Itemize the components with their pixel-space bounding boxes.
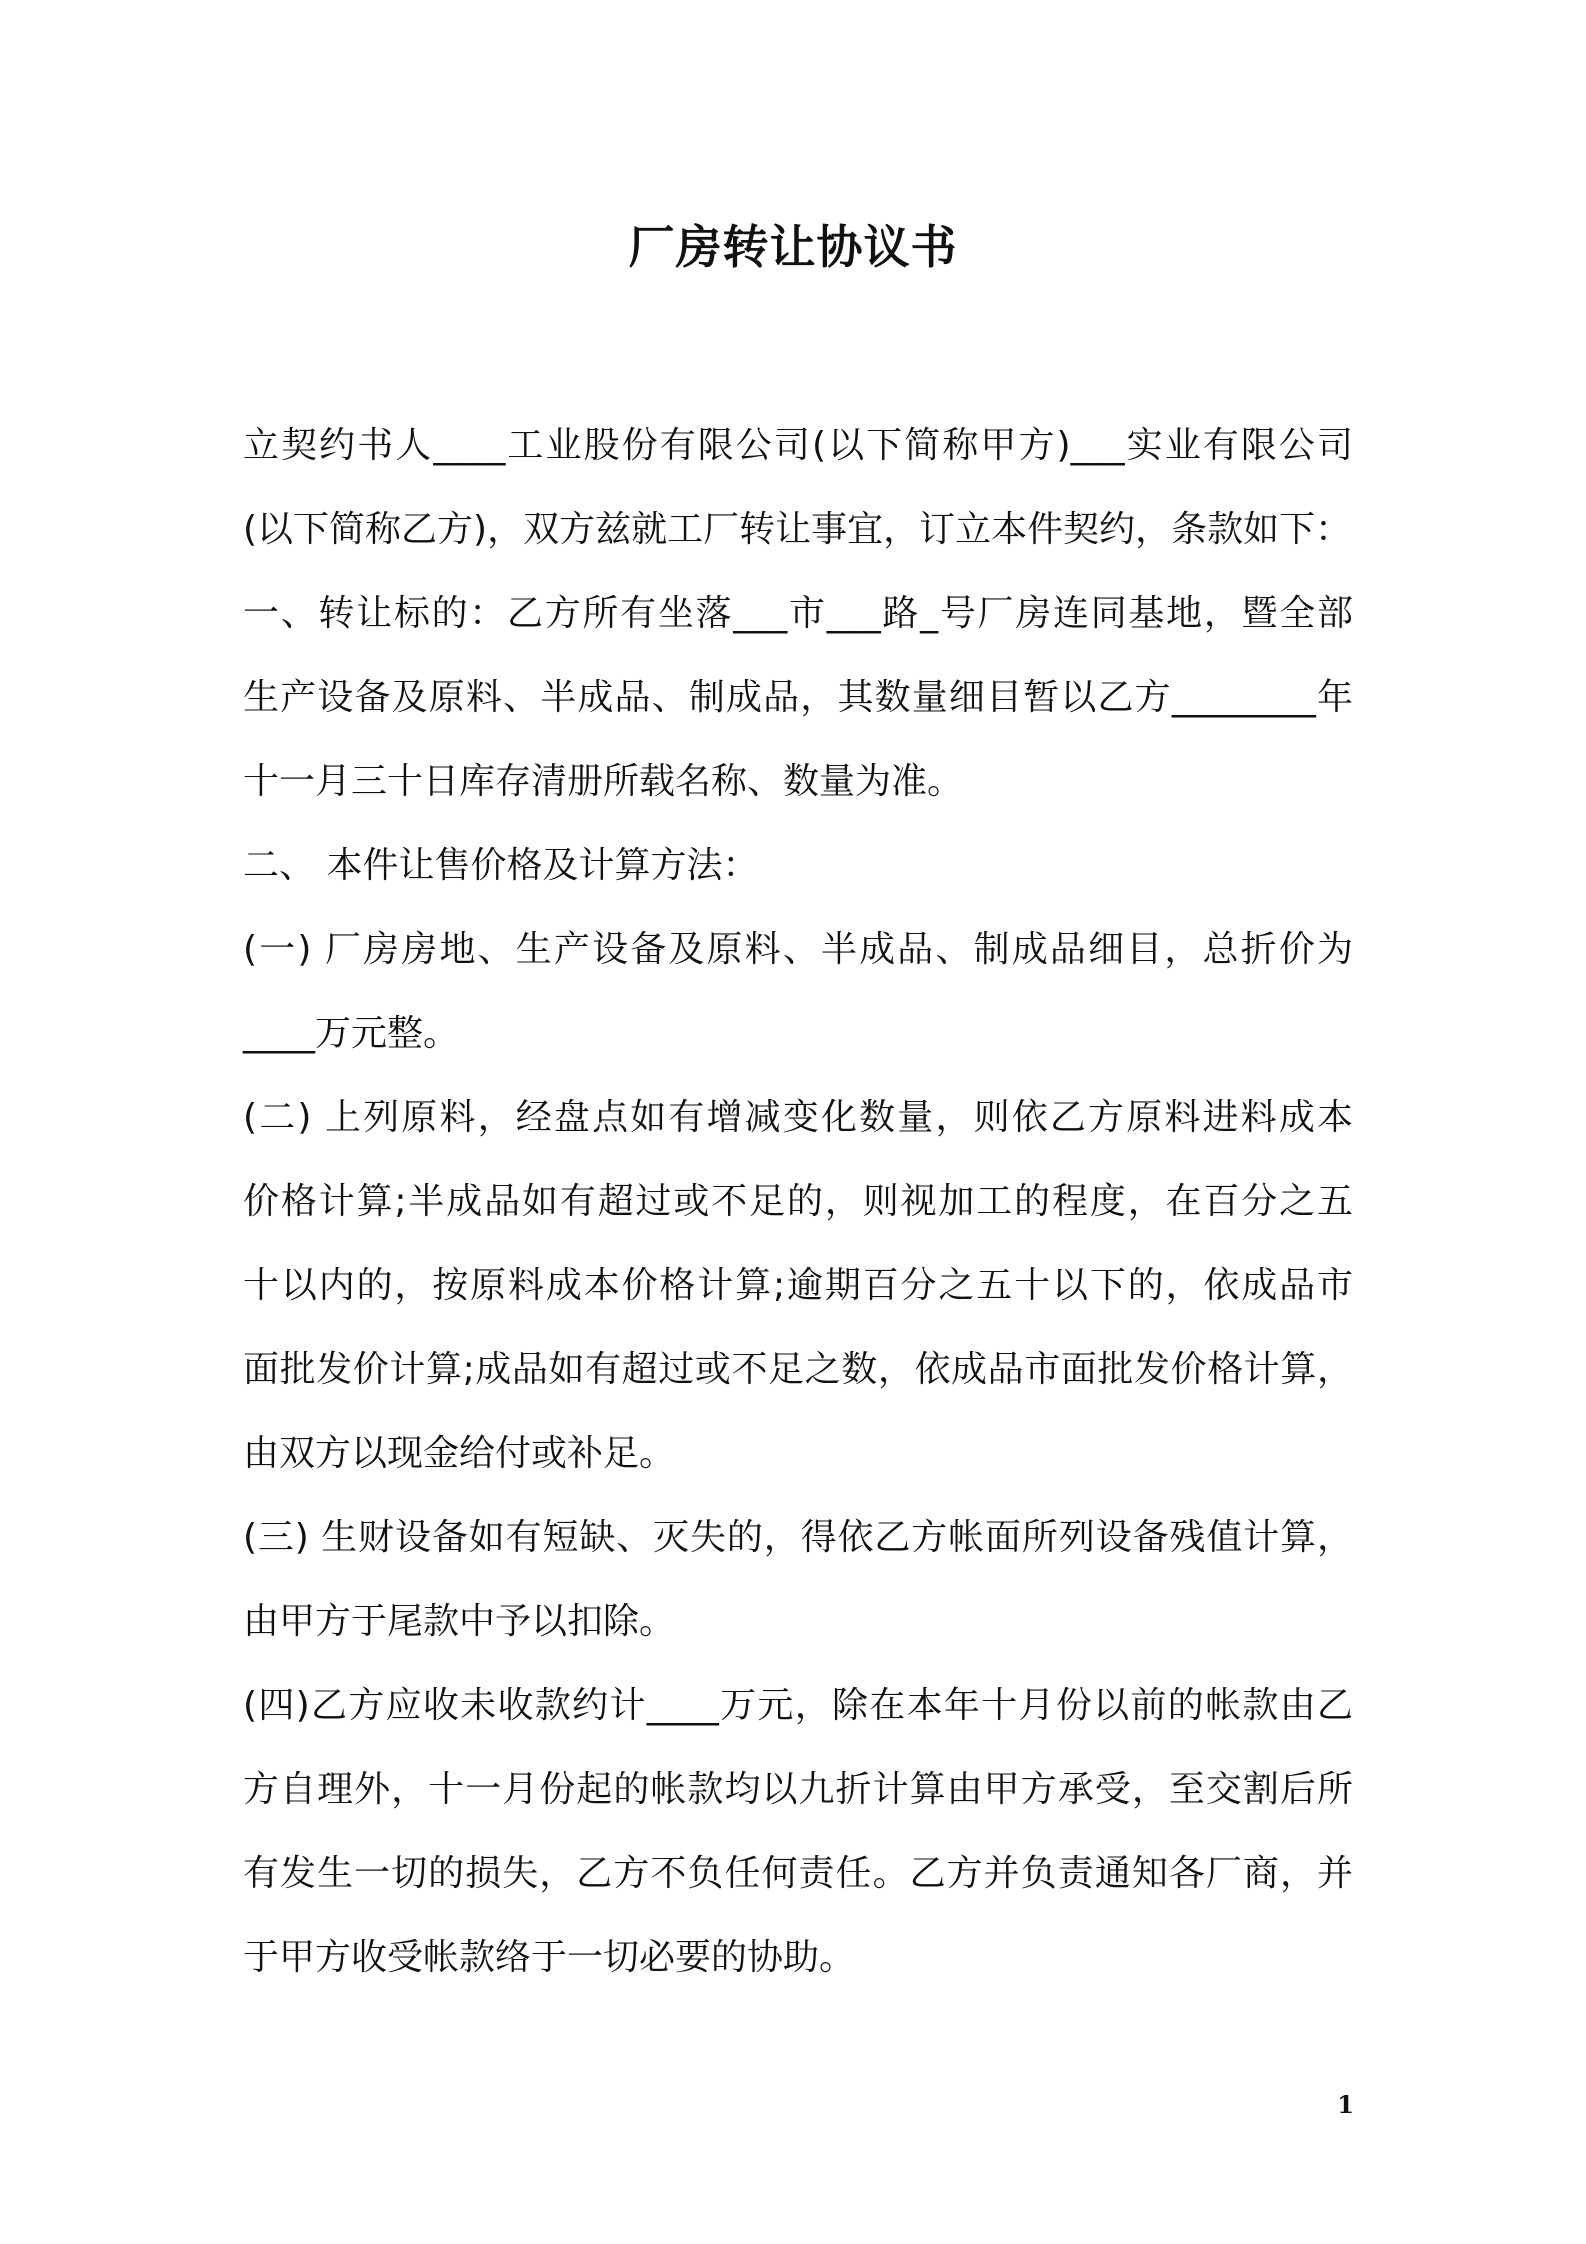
body-line: 十一月三十日库存清册所载名称、数量为准。 bbox=[243, 761, 964, 802]
body-line: 一、转让标的：乙方所有坐落___市___路_号厂房连同基地，暨全部 bbox=[243, 593, 1353, 634]
body-line: (四)乙方应收未收款约计____万元，除在本年十月份以前的帐款由乙 bbox=[243, 1685, 1353, 1726]
body-line: (以下简称乙方)，双方兹就工厂转让事宜，订立本件契约，条款如下： bbox=[243, 509, 1352, 550]
body-line: (三) 生财设备如有短缺、灭失的，得依乙方帐面所列设备残值计算， bbox=[243, 1517, 1353, 1558]
body-line: 由双方以现金给付或补足。 bbox=[243, 1433, 676, 1474]
body-line: (一) 厂房房地、生产设备及原料、半成品、制成品细目，总折价为 bbox=[243, 929, 1353, 970]
page-number: 1 bbox=[1337, 2090, 1354, 2119]
body-line: 价格计算;半成品如有超过或不足的，则视加工的程度，在百分之五 bbox=[243, 1181, 1353, 1222]
body-line: ____万元整。 bbox=[243, 1013, 460, 1054]
body-line: 二、 本件让售价格及计算方法： bbox=[243, 845, 759, 886]
body-line: 面批发价计算;成品如有超过或不足之数，依成品市面批发价格计算， bbox=[243, 1349, 1353, 1390]
body-line: 生产设备及原料、半成品、制成品，其数量细目暂以乙方________年 bbox=[243, 677, 1353, 718]
body-line: 方自理外，十一月份起的帐款均以九折计算由甲方承受，至交割后所 bbox=[243, 1769, 1353, 1810]
document-body bbox=[243, 404, 1353, 2000]
body-line: 十以内的，按原料成本价格计算;逾期百分之五十以下的，依成品市 bbox=[243, 1265, 1353, 1306]
body-line: 立契约书人____工业股份有限公司(以下简称甲方)___实业有限公司 bbox=[243, 425, 1353, 466]
document-title: 厂房转让协议书 bbox=[628, 220, 958, 274]
body-line: 于甲方收受帐款络于一切必要的协助。 bbox=[243, 1937, 856, 1978]
body-line: 有发生一切的损失，乙方不负任何责任。乙方并负责通知各厂商，并 bbox=[243, 1853, 1353, 1894]
body-line: (二) 上列原料，经盘点如有增减变化数量，则依乙方原料进料成本 bbox=[243, 1097, 1353, 1138]
body-line: 由甲方于尾款中予以扣除。 bbox=[243, 1601, 676, 1642]
